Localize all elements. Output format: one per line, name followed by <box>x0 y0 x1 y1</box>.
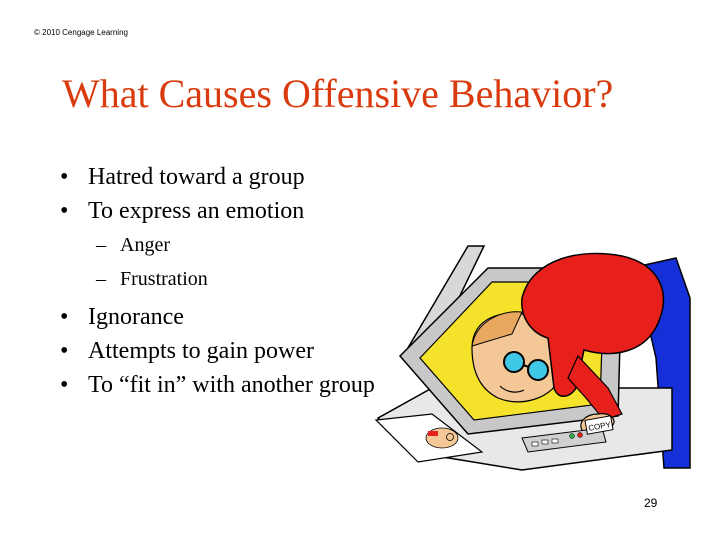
sunglasses-right-icon <box>528 360 548 380</box>
bullet-item <box>60 194 380 228</box>
bullet-text: Attempts to gain power <box>88 338 314 364</box>
bullet-item <box>60 368 380 402</box>
bullet-item <box>60 334 380 368</box>
photocopier-illustration <box>372 238 692 472</box>
copy-button-label: COPY <box>587 420 612 433</box>
bullet-marker: • <box>60 304 69 330</box>
bullet-marker: • <box>60 198 69 224</box>
bullet-list <box>60 160 380 402</box>
sub-bullet-text: Anger <box>120 234 170 256</box>
sub-bullet-item <box>60 228 380 262</box>
bullet-item <box>60 160 380 194</box>
slide-title: What Causes Offensive Behavior? <box>62 71 614 116</box>
sub-bullet-text: Frustration <box>120 268 208 290</box>
bullet-marker: • <box>60 164 69 190</box>
bullet-marker: • <box>60 372 69 398</box>
bullet-text: Hatred toward a group <box>88 164 305 190</box>
bullet-text: Ignorance <box>88 304 184 330</box>
sub-bullet-marker: – <box>96 268 106 290</box>
sunglasses-left-icon <box>504 352 524 372</box>
bullet-marker: • <box>60 338 69 364</box>
copied-face-image <box>426 428 458 448</box>
page-number: 29 <box>644 496 658 510</box>
sub-bullet-item <box>60 262 380 296</box>
bullet-item <box>60 300 380 334</box>
bullet-text: To express an emotion <box>88 198 305 224</box>
sub-bullet-marker: – <box>96 234 106 256</box>
bullet-text: To “fit in” with another group <box>88 372 375 398</box>
copyright-notice: © 2010 Cengage Learning <box>34 28 128 37</box>
